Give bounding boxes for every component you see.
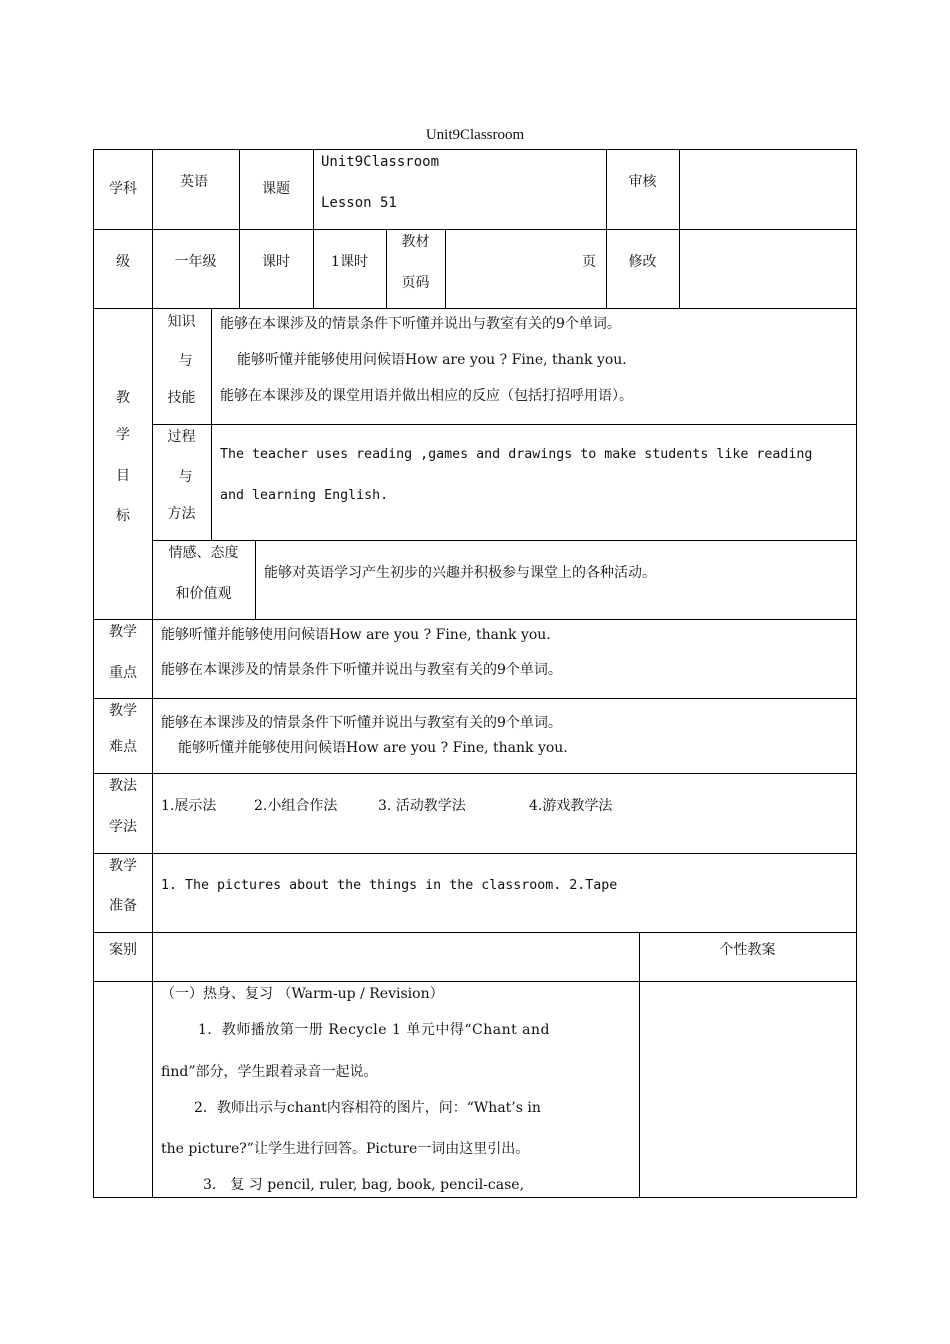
col-divider xyxy=(152,149,153,309)
methods-label: 教法 xyxy=(109,778,137,794)
col-divider xyxy=(445,229,446,309)
key-points-text: 能够听懂并能够使用问候语How are you ? Fine, thank you. xyxy=(161,627,551,643)
row-divider xyxy=(93,932,857,933)
table-border-right xyxy=(856,149,857,1198)
period-label: 课时 xyxy=(262,254,290,270)
knowledge-text: 能够在本课涉及的课堂用语并做出相应的反应（包括打招呼用语）。 xyxy=(220,388,633,404)
row-divider xyxy=(93,981,857,982)
method-item: 4.游戏教学法 xyxy=(529,798,613,814)
textbook-label-page: 页码 xyxy=(401,275,430,291)
key-points-label: 教学 xyxy=(109,624,137,640)
row-divider xyxy=(93,308,857,309)
method-item: 3. 活动教学法 xyxy=(378,798,466,814)
review-label: 审核 xyxy=(628,174,657,190)
process-label: 与 xyxy=(178,469,193,485)
key-points-text: 能够在本课涉及的情景条件下听懂并说出与教室有关的9个单词。 xyxy=(161,662,562,678)
row-divider xyxy=(93,229,857,230)
col-divider xyxy=(639,932,640,1198)
method-item: 2.小组合作法 xyxy=(254,798,338,814)
col-divider xyxy=(313,149,314,309)
difficulties-label: 难点 xyxy=(109,739,137,755)
key-points-label: 重点 xyxy=(109,665,137,681)
process-text: and learning English. xyxy=(220,488,389,503)
knowledge-label: 与 xyxy=(178,353,193,369)
objectives-label: 标 xyxy=(116,508,130,524)
knowledge-label: 技能 xyxy=(167,390,196,406)
row-divider xyxy=(152,540,857,541)
procedure-line: 3． 复 习 pencil, ruler, bag, book, pencil-case, xyxy=(203,1177,525,1193)
textbook-label: 教材 xyxy=(401,234,430,250)
process-text: The teacher uses reading ,games and drawings to make students like reading xyxy=(220,447,813,462)
col-divider xyxy=(211,308,212,541)
method-item: 1.展示法 xyxy=(161,798,217,814)
topic-line-2: Lesson 51 xyxy=(321,195,397,211)
case-label: 案别 xyxy=(109,942,137,958)
procedure-line: 2．教师出示与chant内容相符的图片，问：“What’s in xyxy=(194,1100,541,1116)
procedure-line: find”部分，学生跟着录音一起说。 xyxy=(161,1064,378,1080)
row-divider xyxy=(93,619,857,620)
procedure-line: （一）热身、复习 （Warm-up / Revision） xyxy=(161,986,444,1002)
process-label: 过程 xyxy=(167,429,196,445)
emotion-label: 情感、态度 xyxy=(168,545,239,561)
row-divider xyxy=(93,853,857,854)
row-divider xyxy=(93,698,857,699)
procedure-line: 1．教师播放第一册 Recycle 1 单元中得“Chant and xyxy=(198,1022,550,1038)
objectives-label: 教 xyxy=(116,390,130,406)
preparation-text: 1. The pictures about the things in the classroom. 2.Tape xyxy=(161,878,618,893)
page-value: 页 xyxy=(582,254,596,270)
knowledge-label: 知识 xyxy=(167,314,196,330)
col-divider xyxy=(255,540,256,620)
methods-label: 学法 xyxy=(109,819,137,835)
row-divider xyxy=(152,424,857,425)
difficulties-text: 能够在本课涉及的情景条件下听懂并说出与教室有关的9个单词。 xyxy=(161,715,562,731)
difficulties-label: 教学 xyxy=(109,703,137,719)
objectives-label: 学 xyxy=(116,427,130,443)
document-title: Unit9Classroom xyxy=(425,127,525,143)
grade-value: 一年级 xyxy=(174,254,217,270)
topic-label: 课题 xyxy=(262,181,290,197)
knowledge-text: 能够听懂并能够使用问候语How are you ? Fine, thank you. xyxy=(237,352,627,368)
procedure-line: the picture?”让学生进行回答。Picture一词由这里引出。 xyxy=(161,1141,530,1157)
preparation-label: 教学 xyxy=(109,858,137,874)
revise-label: 修改 xyxy=(628,254,657,270)
process-label: 方法 xyxy=(167,506,196,522)
emotion-text: 能够对英语学习产生初步的兴趣并积极参与课堂上的各种活动。 xyxy=(264,565,656,581)
objectives-label: 目 xyxy=(116,468,130,484)
col-divider xyxy=(679,149,680,309)
row-divider xyxy=(93,773,857,774)
preparation-label: 准备 xyxy=(109,898,137,914)
subject-label: 学科 xyxy=(109,181,137,197)
personal-plan-label: 个性教案 xyxy=(719,942,776,958)
topic-line-1: Unit9Classroom xyxy=(321,154,440,170)
col-divider xyxy=(239,149,240,309)
period-value: 1课时 xyxy=(331,254,368,270)
grade-label: 级 xyxy=(116,254,130,270)
subject-value: 英语 xyxy=(180,174,208,190)
table-border-bottom xyxy=(93,1197,857,1198)
emotion-label: 和价值观 xyxy=(175,586,232,602)
table-border-top xyxy=(93,149,857,150)
difficulties-text: 能够听懂并能够使用问候语How are you ? Fine, thank you. xyxy=(178,740,568,756)
knowledge-text: 能够在本课涉及的情景条件下听懂并说出与教室有关的9个单词。 xyxy=(220,316,621,332)
